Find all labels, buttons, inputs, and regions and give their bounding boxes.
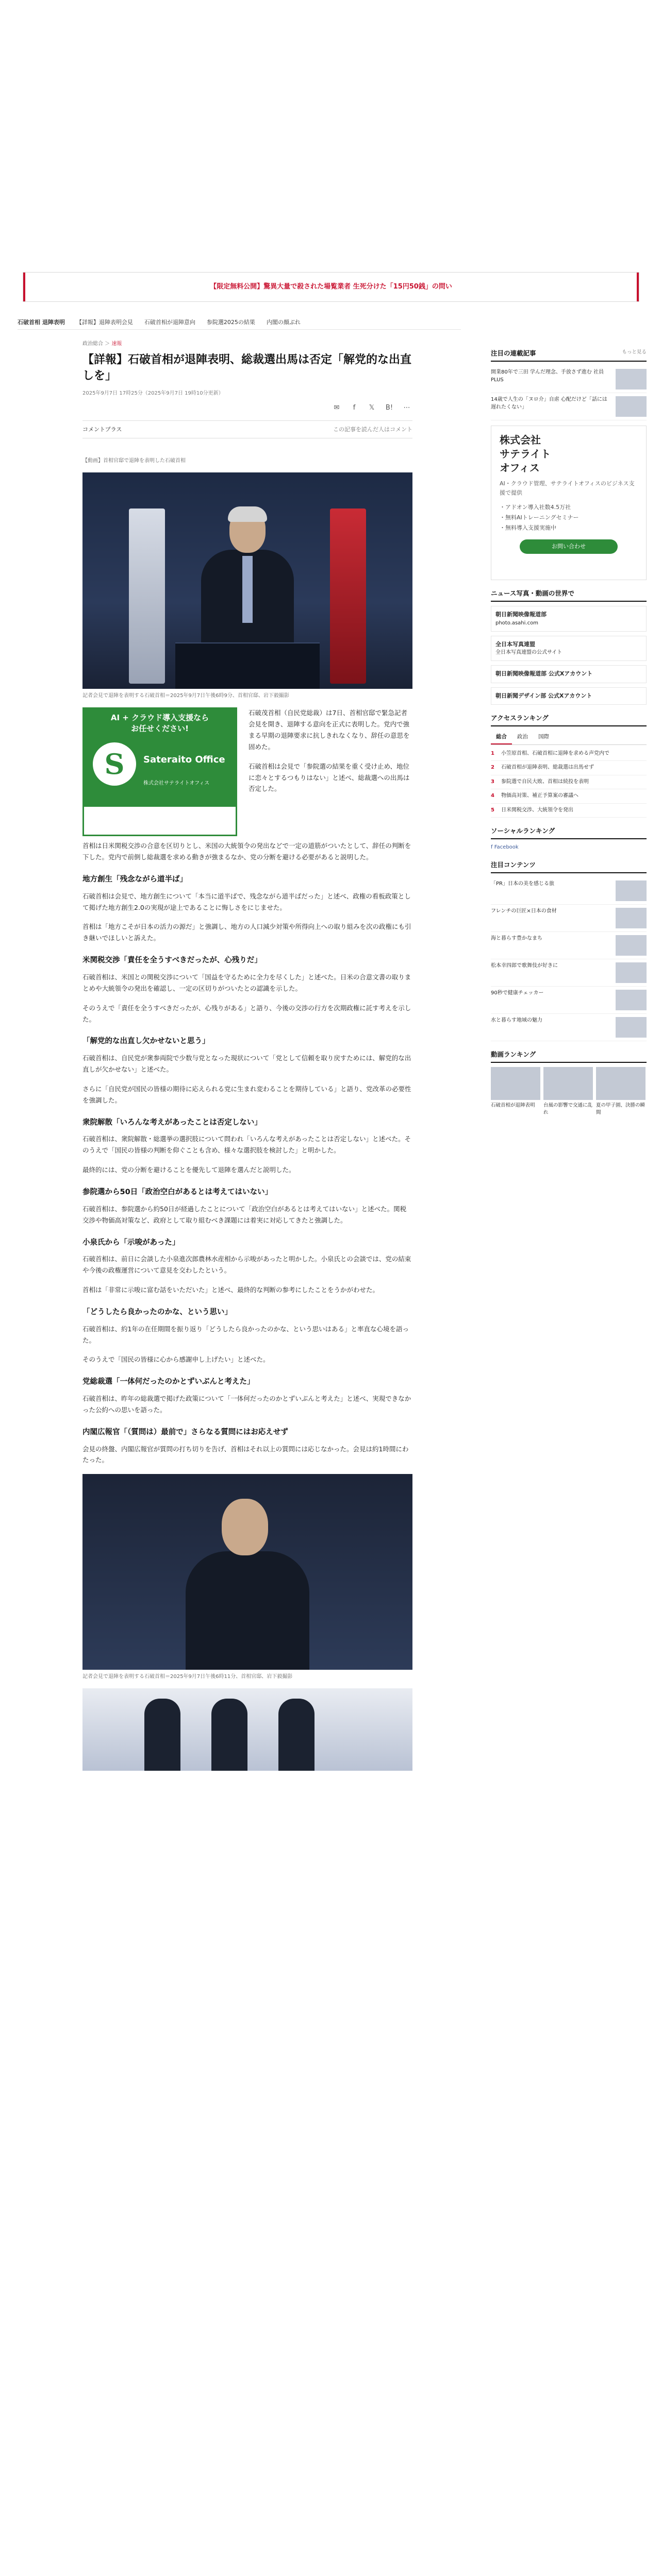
- promo-card[interactable]: [491, 606, 647, 632]
- sidebar-heading-text: 動画ランキング: [491, 1050, 536, 1059]
- video-card[interactable]: [491, 1067, 540, 1116]
- figure: [211, 1699, 247, 1771]
- subnav-item[interactable]: 【詳報】退陣表明会見: [76, 318, 133, 326]
- head: [222, 1499, 268, 1555]
- pickup-item[interactable]: [491, 932, 647, 959]
- promo-card-title: 朝日新聞映像報道部 公式Xアカウント: [495, 670, 593, 677]
- video-title: 夏の甲子園、決勝の瞬間: [596, 1103, 646, 1115]
- promo-card[interactable]: [491, 665, 647, 683]
- tab-ranking[interactable]: 総合: [491, 731, 512, 744]
- ad-brand-sub: 株式会社サテライトオフィス: [143, 781, 210, 787]
- ranking-tabs: [491, 731, 647, 745]
- list-item[interactable]: [491, 366, 647, 393]
- video-thumbnail: [596, 1067, 646, 1100]
- sidebar-heading: [491, 588, 647, 602]
- section-paragraph: 石破首相は、衆院解散・総選挙の選択肢について問われ「いろんな考えがあったことは否定しない」と述べた。そのうえで「国民の皆様の判断を仰ぐことも含め、様々な選択肢を検討した」と明かした。: [82, 1135, 411, 1155]
- more-link[interactable]: もっと見る: [622, 349, 647, 355]
- sidebar-heading-text: ソーシャルランキング: [491, 827, 555, 835]
- pickup-item[interactable]: [491, 959, 647, 987]
- ad-bottom-strip: [82, 805, 237, 836]
- notice-bar-left: [23, 273, 25, 301]
- pickup-item-text: 松本幸四郎で歌舞伎が好きに: [491, 963, 558, 969]
- figure: [144, 1699, 180, 1771]
- thumbnail: [616, 369, 647, 389]
- section-paragraph: 石破首相は、米国との関税交渉について「国益を守るために全力を尽くした」と述べた。日米の合意文書の取りまとめや大統領令の発出を確認し、一定の区切りがついたとの認識を示した。: [82, 973, 411, 992]
- section-heading: 内閣広報官「（質問は）最前で」さらなる質問にはお応えせず: [82, 1428, 288, 1436]
- video-title: 台風の影響で交通に乱れ: [543, 1103, 593, 1115]
- notice-text[interactable]: 【限定無料公開】驚異大量で殺された場覧業者 生死分けた「15円50銭」の問い: [210, 282, 452, 291]
- ranking-item[interactable]: [491, 775, 647, 790]
- section-paragraph: 最終的には、党の分断を避けることを優先して退陣を選んだと説明した。: [82, 1166, 295, 1174]
- thumbnail: [616, 962, 647, 983]
- promo-card-title: 朝日新聞映像報道部: [495, 611, 547, 618]
- subnav-item[interactable]: 参院選2025の結果: [206, 318, 255, 326]
- hair: [228, 506, 267, 522]
- subnav-item[interactable]: 石破首相 退陣表明: [18, 318, 65, 326]
- video-card[interactable]: [543, 1067, 593, 1116]
- section-heading: 衆院解散「いろんな考えがあったことは否定しない」: [82, 1118, 262, 1127]
- sidebar-heading: [491, 713, 647, 726]
- lead-paragraph: 石破茂首相（自民党総裁）は7日、首相官邸で緊急記者会見を開き、退陣する意向を正式に表明した。党内で強まる早期の退陣要求に抗しきれなくなり、辞任の意思を固めた。: [249, 709, 410, 751]
- section-paragraph: 会見の終盤、内閣広報官が質問の打ち切りを告げ、首相はそれ以上の質問には応じなかった。会見は約1時間にわたった。: [82, 1445, 409, 1464]
- video-card[interactable]: [596, 1067, 646, 1116]
- section-paragraph: 首相は「非常に示唆に富む話をいただいた」と述べ、最終的な判断の参考にしたことをうかがわせた。: [82, 1286, 379, 1294]
- article-main: [82, 340, 412, 1771]
- comment-plus-row: [82, 420, 412, 439]
- sidebar: [491, 340, 647, 1116]
- ranking-item-text: 小笠原首相、石破首相に退陣を求める声党内で: [501, 750, 609, 756]
- more-icon[interactable]: ⋯: [403, 404, 410, 412]
- promo-card-title: 朝日新聞デザイン部 公式Xアカウント: [495, 692, 592, 699]
- sidebar-heading-text: アクセスランキング: [491, 714, 549, 722]
- tie: [242, 556, 253, 623]
- sateraito-logo-icon: S: [93, 742, 136, 786]
- thumbnail: [616, 1017, 647, 1038]
- video-title: 石破首相が退陣表明: [491, 1103, 535, 1109]
- pickup-item-text: 海と暮らす豊かなまち: [491, 936, 542, 942]
- ad-headline: AI + クラウド導入支援なら お任せください!: [110, 713, 209, 734]
- section-paragraph: 石破首相は、参院選から約50日が経過したことについて「政治空白があるとは考えてはいない」と述べた。関税交渉や物価高対策など、政府として取り組むべき課題には着実に対応してきたと強調した。: [82, 1205, 407, 1224]
- section-heading: 小泉氏から「示唆があった」: [82, 1238, 180, 1247]
- video-thumbnail: [543, 1067, 593, 1100]
- section-paragraph: そのうえで「責任を全うすべきだったが、心残りがある」と語り、今後の交渉の行方を次期政権に託す考えを示した。: [82, 1004, 411, 1023]
- promo-card-title: 全日本写真連盟: [495, 640, 535, 648]
- second-photo[interactable]: [82, 1474, 412, 1670]
- lead-paragraph: 石破首相は会見で「参院選の結果を重く受け止め、地位に恋々とするつもりはない」と述べ、総裁選への出馬は否定した。: [249, 762, 410, 793]
- video-thumbnail: [491, 1067, 540, 1100]
- suit: [186, 1551, 309, 1670]
- mail-icon[interactable]: ✉: [334, 404, 340, 412]
- section-heading: 党総裁選「一体何だったのかとずいぶんと考えた」: [82, 1378, 255, 1386]
- pickup-item-text: フレンチの巨匠×日本の食材: [491, 908, 557, 914]
- photo1-caption: 【動画】首相官邸で退陣を表明した石破首相: [82, 458, 186, 464]
- section-paragraph: 石破首相は、約1年の在任期間を振り返り「どうしたら良かったのかな、という思いはある」と率直な心境を語った。: [82, 1325, 409, 1344]
- sidebar-heading-text: ニュース写真・動画の世界で: [491, 589, 574, 597]
- sidebar-ad-item: ・無料AIトレーニングセミナー: [500, 514, 579, 521]
- section-paragraph: さらに「自民党が国民の皆様の期待に応えられる党に生まれ変わることを期待している」と語り、党改革の必要性を強調した。: [82, 1084, 411, 1104]
- pickup-item[interactable]: [491, 987, 647, 1014]
- sidebar-heading-text: 注目の連載記事: [491, 349, 536, 357]
- section-heading: 「解党的な出直し欠かせないと思う」: [82, 1037, 210, 1046]
- section-paragraph: 石破首相は会見で、地方創生について「本当に道半ばで、残念ながら道半ばだった」と述べ、政権の看板政策として掲げた地方創生2.0の実現が途上であることに悔しさをにじませた。: [82, 892, 411, 911]
- subnav-item[interactable]: 内閣の顔ぶれ: [266, 318, 301, 326]
- sidebar-ad-item: ・無料導入支援実施中: [500, 524, 556, 531]
- section-heading: 米関税交渉「責任を全うすべきだったが、心残りだ」: [82, 956, 262, 965]
- section-paragraph: 石破首相は、自民党が衆参両院で少数与党となった現状について「党として信頼を取り戻すためには、解党的な出直しが欠かせない」と述べた。: [82, 1054, 411, 1074]
- ranking-item[interactable]: [491, 761, 647, 775]
- section-paragraph: 首相は「地方こそが日本の活力の源だ」と強調し、地方の人口減少対策や所得向上への取り組みを次の政権にも引き継いでほしいと訴えた。: [82, 923, 411, 942]
- ranking-item[interactable]: [491, 804, 647, 818]
- promo-card-body: photo.asahi.com: [495, 620, 538, 626]
- ranking-item-text: 物価高対策、補正予算案の審議へ: [501, 793, 578, 799]
- photo2-credit: 記者会見で退陣を表明する石破首相＝2025年9月7日午後6時11分、首相官邸、岩下毅撮影: [82, 1674, 293, 1680]
- notice-bar-right: [637, 273, 639, 301]
- sidebar-heading: [491, 1049, 647, 1063]
- top-ad-space: [0, 0, 662, 268]
- promo-card[interactable]: [491, 687, 647, 705]
- sidebar-ad-item: ・アドオン導入社数4.5万社: [500, 504, 571, 511]
- photo1-credit: 記者会見で退陣を表明する石破首相＝2025年9月7日午後6時9分、首相官邸、岩下毅撮影: [82, 693, 289, 699]
- rank-number: 4: [491, 793, 494, 799]
- promo-card[interactable]: [491, 636, 647, 662]
- pickup-item-text: 「PR」日本の美を感じる旅: [491, 881, 554, 887]
- sidebar-ad-sub: AI・クラウド管理、サテライトオフィスのビジネス支援で提供: [500, 480, 635, 496]
- notice-banner[interactable]: [23, 272, 639, 302]
- pickup-item-text: 水と暮らす地域の魅力: [491, 1018, 542, 1024]
- figure: [278, 1699, 315, 1771]
- article-meta: 2025年9月7日 17時25分（2025年9月7日 19時10分更新）: [82, 390, 224, 396]
- rank-number: 1: [491, 750, 494, 756]
- tab-ranking[interactable]: 政治: [517, 734, 528, 740]
- breadcrumb: 政治総合 ＞ 速報: [82, 341, 122, 347]
- flag-right: [330, 509, 366, 684]
- ranking-item[interactable]: [491, 747, 647, 761]
- list-item-text: 14歳で人生の「ヌロ介」自虐 心配だけど「話には遅れたくない」: [491, 397, 607, 410]
- inline-ad[interactable]: [82, 707, 237, 836]
- promo-card-body: 全日本写真連盟の公式サイト: [495, 650, 562, 655]
- ranking-item-text: 参院選で自民大敗、首相は続投を表明: [501, 778, 589, 785]
- subnav-item[interactable]: 石破首相が退陣意向: [144, 318, 195, 326]
- section-paragraph: 石破首相は、前日に会談した小泉進次郎農林水産相から示唆があったと明かした。小泉氏との会談では、党の結束や今後の政権運営について意見を交わしたという。: [82, 1255, 411, 1275]
- sidebar-ad[interactable]: [491, 426, 647, 580]
- sidebar-heading: [491, 348, 647, 362]
- ranking-item[interactable]: [491, 789, 647, 804]
- ad-brand: Sateraito Office: [143, 754, 225, 766]
- sidebar-heading: [491, 826, 647, 839]
- facebook-label[interactable]: f Facebook: [491, 844, 519, 851]
- x-icon[interactable]: 𝕏: [369, 404, 375, 412]
- ranking-item-text: 日米関税交渉、大統領令を発出: [501, 807, 573, 813]
- sidebar-heading-text: 注目コンテンツ: [491, 861, 536, 869]
- facebook-icon: f: [491, 844, 494, 851]
- topic-subnav: [18, 315, 461, 330]
- thumbnail: [616, 880, 647, 901]
- section-heading: 参院選から50日「政治空白があるとは考えてはいない」: [82, 1188, 273, 1197]
- third-photo[interactable]: [82, 1688, 412, 1771]
- sidebar-heading: [491, 860, 647, 873]
- comment-plus-label[interactable]: コメントプラス: [82, 426, 122, 433]
- section-heading: 「どうしたら良かったのかな、という思い」: [82, 1308, 232, 1316]
- thumbnail: [616, 935, 647, 956]
- section-paragraph: 石破首相は、昨年の総裁選で掲げた政策について「一体何だったのかとずいぶんと考えた」と述べ、実現できなかった公約への思いを語った。: [82, 1395, 411, 1414]
- podium: [175, 642, 320, 689]
- breadcrumb-section[interactable]: 政治総合: [82, 341, 103, 347]
- hatena-icon[interactable]: B!: [385, 404, 393, 412]
- sidebar-ad-button[interactable]: お問い合わせ: [520, 539, 618, 554]
- pickup-item[interactable]: [491, 877, 647, 905]
- video-carousel: [491, 1067, 647, 1116]
- pickup-item-text: 90秒で健康チェッカー: [491, 990, 544, 996]
- section-heading: 地方創生「残念ながら道半ば」: [82, 875, 187, 884]
- lead-paragraph: 首相は日米関税交渉の合意を区切りとし、米国の大統領令の発出などで一定の道筋がついたとして、辞任の判断を下した。党内で前倒し総裁選を求める動きが強まるなか、党の分断を避ける必要があると説明した。: [82, 842, 411, 861]
- rank-number: 3: [491, 778, 494, 785]
- ranking-item-text: 石破首相が退陣表明、総裁選は出馬せず: [501, 765, 594, 771]
- list-item[interactable]: [491, 393, 647, 420]
- section-paragraph: そのうえで「国民の皆様に心から感謝申し上げたい」と述べた。: [82, 1355, 270, 1364]
- flag-left: [129, 509, 165, 684]
- comment-plus-meta: この記事を読んだ人はコメント: [333, 426, 412, 433]
- pickup-item[interactable]: [491, 1014, 647, 1041]
- article-title: 【詳報】石破首相が退陣表明、総裁選出馬は否定「解党的な出直しを」: [82, 353, 412, 382]
- share-bar: [82, 403, 412, 414]
- tab-ranking[interactable]: 国際: [538, 734, 549, 740]
- list-item-text: 開業80年で三田 学んだ理念、手放さず進む 社員PLUS: [491, 369, 604, 383]
- main-photo[interactable]: [82, 472, 412, 689]
- rank-number: 5: [491, 807, 494, 813]
- pickup-item[interactable]: [491, 905, 647, 932]
- facebook-icon[interactable]: f: [353, 404, 356, 412]
- thumbnail: [616, 396, 647, 417]
- thumbnail: [616, 908, 647, 928]
- sidebar-ad-title: 株式会社 サテライト オフィス: [500, 434, 551, 474]
- thumbnail: [616, 990, 647, 1010]
- rank-number: 2: [491, 765, 494, 771]
- breadcrumb-category[interactable]: 速報: [111, 341, 122, 347]
